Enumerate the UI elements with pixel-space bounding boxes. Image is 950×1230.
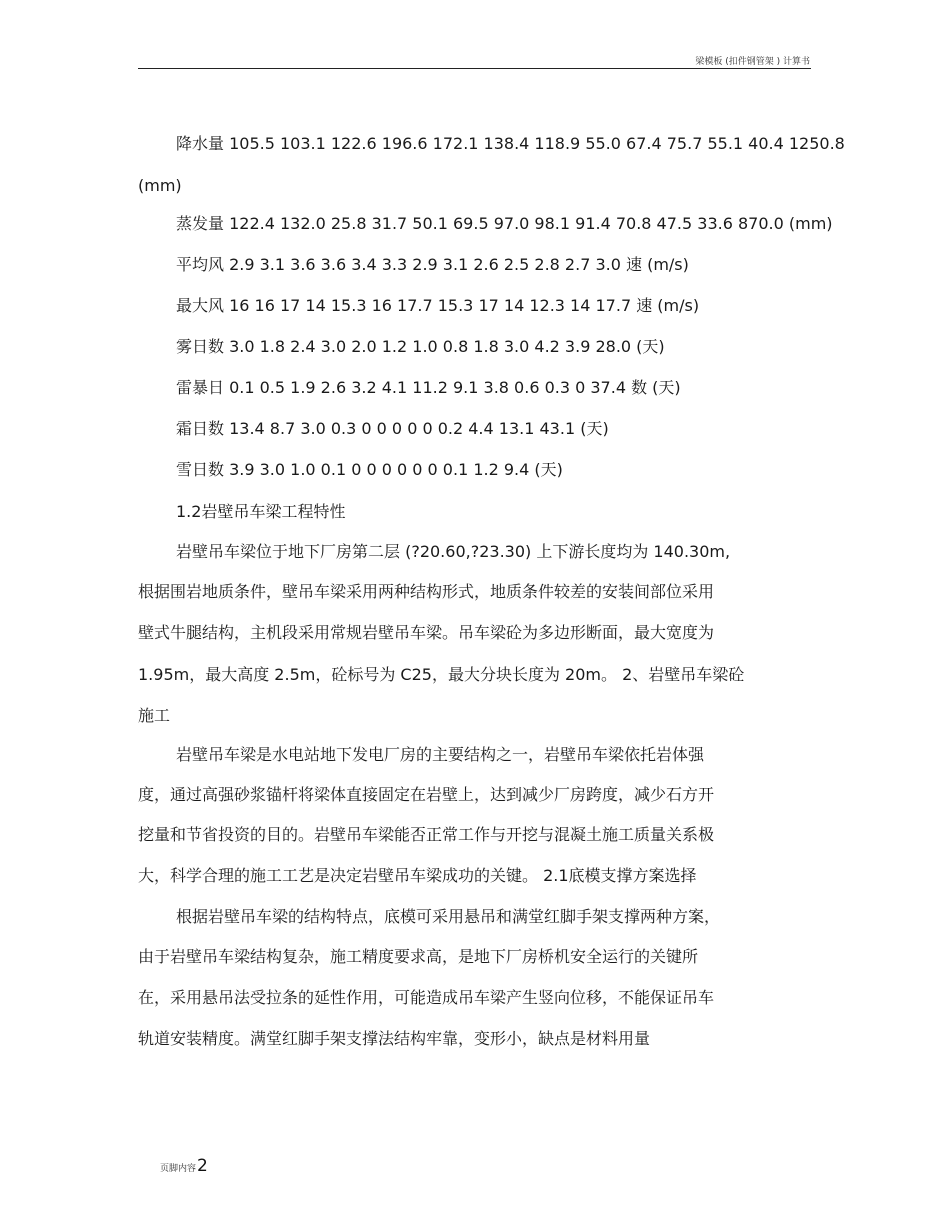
footer-label: 页脚内容 [160,1164,197,1174]
paragraph-line: 在，采用悬吊法受拉条的延性作用，可能造成吊车梁产生竖向位移，不能保证吊车 [138,988,715,1007]
paragraph-line: 挖量和节省投资的目的。岩壁吊车梁能否正常工作与开挖与混凝土施工质量关系极 [138,825,715,844]
paragraph-line: 根据岩壁吊车梁的结构特点，底模可采用悬吊和满堂红脚手架支撑两种方案， [176,907,721,926]
text-line-max-wind: 最大风 16 16 17 14 15.3 16 17.7 15.3 17 14 12.3 14 17.7 速 (m/s) [176,296,700,315]
section-heading-1-2: 1.2岩壁吊车梁工程特性 [176,502,346,521]
header-rule [138,68,811,69]
text-line-fog-days: 雾日数 3.0 1.8 2.4 3.0 2.0 1.2 1.0 0.8 1.8 3.0 4.2 3.9 28.0 (天) [176,337,665,356]
paragraph-line: 根据围岩地质条件，壁吊车梁采用两种结构形式，地质条件较差的安装间部位采用 [138,582,715,601]
paragraph-line: 施工 [138,706,171,725]
header-title: 梁模板 (扣件钢管架 ) 计算书 [695,57,810,67]
text-line-evaporation: 蒸发量 122.4 132.0 25.8 31.7 50.1 69.5 97.0 98.1 91.4 70.8 47.5 33.6 870.0 (mm) [176,214,833,233]
paragraph-line: 轨道安装精度。满堂红脚手架支撑法结构牢靠，变形小，缺点是材料用量 [138,1029,651,1048]
page-number: 2 [197,1156,208,1176]
paragraph-line: 岩壁吊车梁是水电站地下发电厂房的主要结构之一，岩壁吊车梁依托岩体强 [176,745,705,764]
text-line-thunder-days: 雷暴日 0.1 0.5 1.9 2.6 3.2 4.1 11.2 9.1 3.8 0.6 0.3 0 37.4 数 (天) [176,378,681,397]
paragraph-line: 由于岩壁吊车梁结构复杂，施工精度要求高，是地下厂房桥机安全运行的关键所 [138,947,699,966]
text-line-precipitation-unit: (mm) [138,176,182,195]
paragraph-line: 壁式牛腿结构，主机段采用常规岩壁吊车梁。吊车梁砼为多边形断面，最大宽度为 [138,623,715,642]
text-line-frost-days: 霜日数 13.4 8.7 3.0 0.3 0 0 0 0 0 0.2 4.4 13.1 43.1 (天) [176,419,609,438]
page-footer [160,1156,208,1176]
text-line-snow-days: 雪日数 3.9 3.0 1.0 0.1 0 0 0 0 0 0 0.1 1.2 9.4 (天) [176,460,563,479]
paragraph-line: 1.95m，最大高度 2.5m，砼标号为 C25，最大分块长度为 20m。 2、岩壁吊车梁砼 [138,665,745,684]
paragraph-line: 度，通过高强砂浆锚杆将梁体直接固定在岩壁上，达到减少厂房跨度，减少石方开 [138,785,715,804]
text-line-precipitation: 降水量 105.5 103.1 122.6 196.6 172.1 138.4 118.9 55.0 67.4 75.7 55.1 40.4 1250.8 [176,134,845,153]
paragraph-line: 岩壁吊车梁位于地下厂房第二层 (?20.60,?23.30) 上下游长度均为 140.30m, [176,542,731,561]
paragraph-line: 大，科学合理的施工工艺是决定岩壁吊车梁成功的关键。 2.1底模支撑方案选择 [138,866,697,885]
text-line-avg-wind: 平均风 2.9 3.1 3.6 3.6 3.4 3.3 2.9 3.1 2.6 2.5 2.8 2.7 3.0 速 (m/s) [176,255,689,274]
